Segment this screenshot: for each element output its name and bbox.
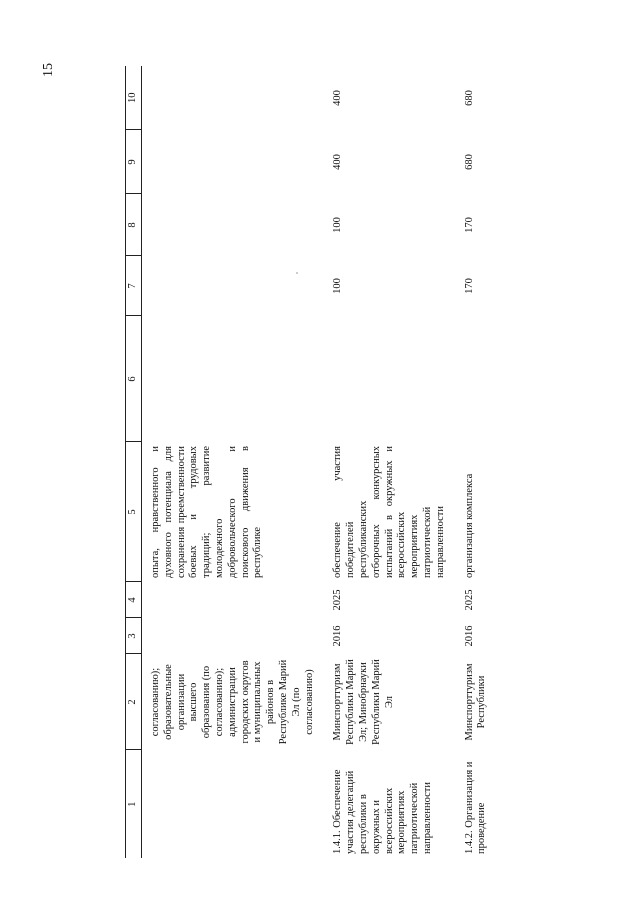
executors-cell: Минспорттуризм Республики Марий Эл; Минобрнауки Республики Марий Эл [332,659,395,745]
column-header-1: 1 [126,750,142,858]
column-7-value-cell: 100 [332,278,344,294]
expected-result-cell: организация комплекса [463,473,475,578]
column-8-value-cell [142,194,325,256]
start-year-cell [142,618,325,654]
column-header-6: 6 [126,316,142,442]
column-9-value-cell: 400 [332,154,344,170]
column-10-value-cell: 400 [332,90,344,106]
column-header-3: 3 [126,618,142,654]
column-header-10: 10 [126,66,142,130]
end-year-cell: 2025 [463,589,475,611]
column-9-value-cell [142,130,325,194]
activity-name-cell [142,750,325,858]
column-8-value-cell: 100 [332,217,344,233]
column-header-9: 9 [126,130,142,194]
activity-name-cell: 1.4.1. Обеспечение участия делегаций республики в окружных и всероссийских мероприятиях патриотической направленности [332,769,433,854]
column-10-value-cell: 680 [463,90,475,106]
column-header-8: 8 [126,194,142,256]
start-year-cell: 2016 [463,625,475,647]
page-number: 15 [41,63,56,77]
executors-cell: Минспорттуризм Республики [463,663,488,741]
column-6-cell [324,316,455,442]
column-6-cell [142,316,325,442]
column-7-value-cell [142,256,325,316]
column-number-header-row [126,66,142,858]
column-7-value-cell: 170 [463,278,475,294]
start-year-cell: 2016 [332,625,344,647]
executors-cell: согласованию); образовательные организации высшего образования (по согласованию); администрации городских округов и муниципальных районов в Республике Марий Эл (по согласованию) [150,659,315,745]
column-header-2: 2 [126,654,142,750]
column-header-7: 7 [126,256,142,316]
column-10-value-cell [142,66,325,130]
activity-name-cell: 1.4.2. Организация и проведение [463,761,488,854]
end-year-cell [142,582,325,618]
end-year-cell: 2025 [332,589,344,611]
expected-result-cell: опыта, нравственного и духовного потенциала для сохранения преемственности боевых и трудовых традиций; развитие молодежного добровольческого и поискового движения в республике [150,446,264,578]
column-6-cell [456,316,498,442]
table-row [142,66,325,858]
column-9-value-cell: 680 [463,154,475,170]
program-activities-table [125,66,497,858]
column-header-4: 4 [126,582,142,618]
column-header-5: 5 [126,442,142,582]
column-8-value-cell: 170 [463,217,475,233]
table-row [456,66,498,858]
expected-result-cell: обеспечение участия победителей республиканских отборочных конкурсных испытаний в окружных и всероссийских мероприятиях патриотической направленности [332,446,446,578]
table-row [324,66,455,858]
